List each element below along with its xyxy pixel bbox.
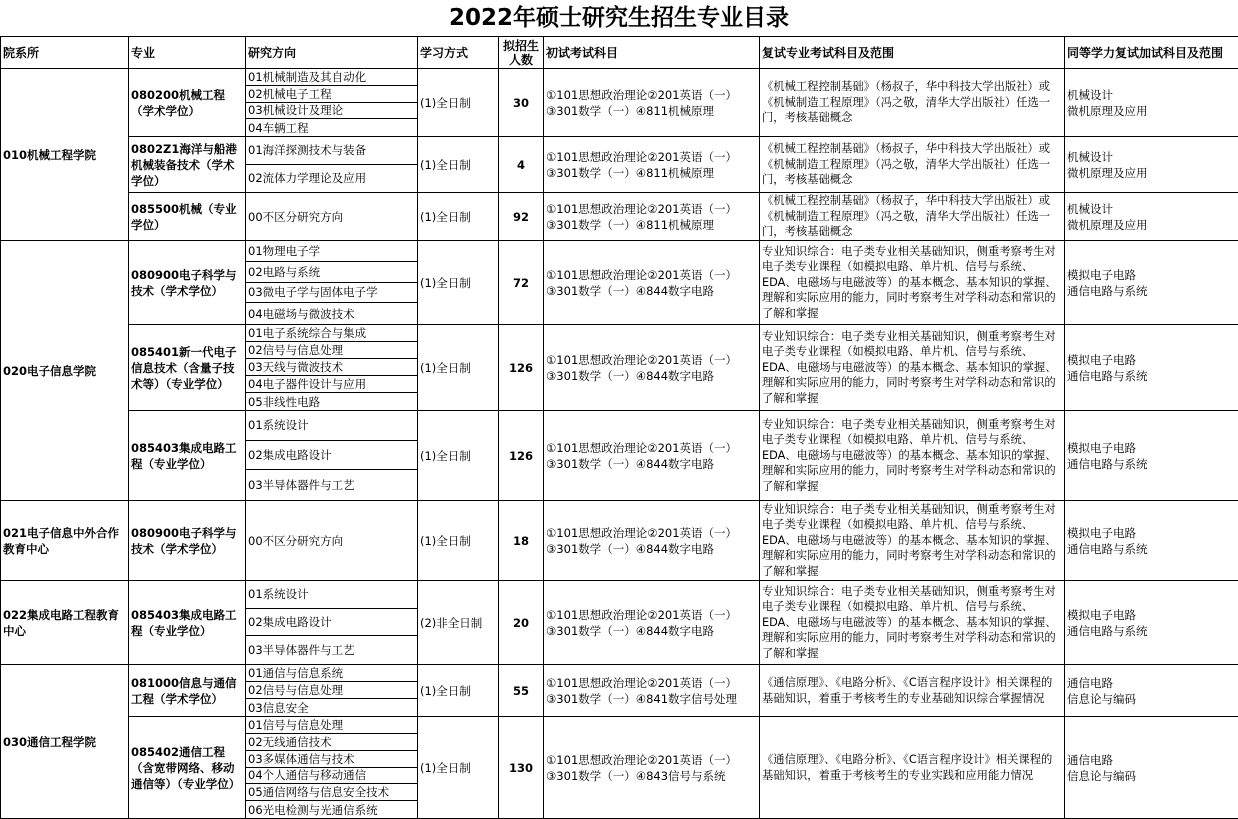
retest-cell: 专业知识综合：电子类专业相关基础知识，侧重考察考生对电子类专业课程（如模拟电路、单片机、信号与系统、EDA、电磁场与电磁波等）的基本概念、基本知识的掌握、理解和实际应用的能力，同时考察考生对学科动态和常识的了解和掌握 <box>760 581 1065 665</box>
direction-item: 01通信与信息系统 <box>246 665 417 682</box>
direction-item: 02流体力学理论及应用 <box>246 165 417 193</box>
extra-cell: 通信电路 信息论与编码 <box>1065 665 1238 717</box>
direction-item: 04电子器件设计与应用 <box>246 376 417 393</box>
direction-cell <box>246 665 418 717</box>
catalog-table <box>0 36 1238 819</box>
direction-item: 03信息安全 <box>246 699 417 716</box>
extra-cell: 机械设计 微机原理及应用 <box>1065 69 1238 137</box>
exam-cell: ①101思想政治理论②201英语（一）③301数学（一）④811机械原理 <box>544 137 760 193</box>
direction-item: 01海洋探测技术与装备 <box>246 137 417 165</box>
quota-cell: 92 <box>499 193 544 241</box>
mode-cell: (1)全日制 <box>418 501 499 581</box>
direction-item: 02集成电路设计 <box>246 609 417 637</box>
page-title: 2022年硕士研究生招生专业目录 <box>0 0 1238 36</box>
exam-cell: ①101思想政治理论②201英语（一）③301数学（一）④811机械原理 <box>544 193 760 241</box>
mode-cell: (1)全日制 <box>418 665 499 717</box>
mode-cell: (1)全日制 <box>418 325 499 411</box>
quota-cell: 18 <box>499 501 544 581</box>
mode-cell: (1)全日制 <box>418 193 499 241</box>
dept-cell: 020电子信息学院 <box>1 241 129 501</box>
major-cell: 085403集成电路工程（专业学位） <box>129 581 246 665</box>
quota-cell: 30 <box>499 69 544 137</box>
direction-item: 03微电子学与固体电子学 <box>246 283 417 304</box>
direction-item: 01系统设计 <box>246 411 417 441</box>
direction-item: 00不区分研究方向 <box>246 501 417 580</box>
quota-cell: 126 <box>499 411 544 501</box>
retest-cell: 《通信原理》、《电路分析》、《C语言程序设计》相关课程的基础知识，着重于考核考生的专业基础知识综合掌握情况 <box>760 665 1065 717</box>
direction-item: 06光电检测与光通信系统 <box>246 801 417 818</box>
table-row <box>1 411 1238 501</box>
direction-cell <box>246 717 418 819</box>
quota-cell: 126 <box>499 325 544 411</box>
dept-cell: 010机械工程学院 <box>1 69 129 241</box>
extra-cell: 模拟电子电路 通信电路与系统 <box>1065 411 1238 501</box>
quota-cell: 4 <box>499 137 544 193</box>
mode-cell: (1)全日制 <box>418 717 499 819</box>
mode-cell: (2)非全日制 <box>418 581 499 665</box>
direction-item: 04车辆工程 <box>246 119 417 136</box>
major-cell: 085402通信工程（含宽带网络、移动通信等）（专业学位） <box>129 717 246 819</box>
table-row <box>1 325 1238 411</box>
direction-item: 02机械电子工程 <box>246 86 417 103</box>
direction-item: 04个人通信与移动通信 <box>246 768 417 785</box>
direction-cell <box>246 193 418 241</box>
exam-cell: ①101思想政治理论②201英语（一）③301数学（一）④844数字电路 <box>544 501 760 581</box>
major-cell: 080900电子科学与技术（学术学位） <box>129 501 246 581</box>
direction-item: 01物理电子学 <box>246 241 417 262</box>
quota-cell: 130 <box>499 717 544 819</box>
header-direction: 研究方向 <box>246 37 418 69</box>
exam-cell: ①101思想政治理论②201英语（一）③301数学（一）④811机械原理 <box>544 69 760 137</box>
direction-item: 01系统设计 <box>246 581 417 609</box>
exam-cell: ①101思想政治理论②201英语（一）③301数学（一）④844数字电路 <box>544 241 760 325</box>
retest-cell: 专业知识综合：电子类专业相关基础知识，侧重考察考生对电子类专业课程（如模拟电路、单片机、信号与系统、EDA、电磁场与电磁波等）的基本概念、基本知识的掌握、理解和实际应用的能力，同时考察考生对学科动态和常识的了解和掌握 <box>760 241 1065 325</box>
header-row <box>1 37 1238 69</box>
major-cell: 081000信息与通信工程（学术学位） <box>129 665 246 717</box>
exam-cell: ①101思想政治理论②201英语（一）③301数学（一）④844数字电路 <box>544 325 760 411</box>
extra-cell: 通信电路 信息论与编码 <box>1065 717 1238 819</box>
direction-item: 02电路与系统 <box>246 262 417 283</box>
extra-cell: 机械设计 微机原理及应用 <box>1065 137 1238 193</box>
direction-item: 01电子系统综合与集成 <box>246 325 417 342</box>
exam-cell: ①101思想政治理论②201英语（一）③301数学（一）④844数字电路 <box>544 411 760 501</box>
quota-cell: 20 <box>499 581 544 665</box>
table-row <box>1 69 1238 137</box>
direction-item: 05通信网络与信息安全技术 <box>246 784 417 801</box>
header-exam: 初试考试科目 <box>544 37 760 69</box>
retest-cell: 《机械工程控制基础》（杨叔子，华中科技大学出版社）或《机械制造工程原理》（冯之敬，清华大学出版社）任选一门，考核基础概念 <box>760 193 1065 241</box>
retest-cell: 《机械工程控制基础》（杨叔子，华中科技大学出版社）或《机械制造工程原理》（冯之敬，清华大学出版社）任选一门，考核基础概念 <box>760 137 1065 193</box>
header-extra: 同等学力复试加试科目及范围 <box>1065 37 1238 69</box>
dept-cell: 030通信工程学院 <box>1 665 129 819</box>
major-cell: 080200机械工程（学术学位） <box>129 69 246 137</box>
quota-cell: 55 <box>499 665 544 717</box>
extra-cell: 机械设计 微机原理及应用 <box>1065 193 1238 241</box>
exam-cell: ①101思想政治理论②201英语（一）③301数学（一）④844数字电路 <box>544 581 760 665</box>
header-retest: 复试专业考试科目及范围 <box>760 37 1065 69</box>
direction-item: 01机械制造及其自动化 <box>246 69 417 86</box>
mode-cell: (1)全日制 <box>418 411 499 501</box>
direction-item: 02信号与信息处理 <box>246 682 417 699</box>
direction-cell <box>246 241 418 325</box>
direction-item: 03半导体器件与工艺 <box>246 636 417 664</box>
table-row <box>1 501 1238 581</box>
major-cell: 085500机械（专业学位） <box>129 193 246 241</box>
retest-cell: 《机械工程控制基础》（杨叔子，华中科技大学出版社）或《机械制造工程原理》（冯之敬，清华大学出版社）任选一门，考核基础概念 <box>760 69 1065 137</box>
retest-cell: 专业知识综合：电子类专业相关基础知识，侧重考察考生对电子类专业课程（如模拟电路、单片机、信号与系统、EDA、电磁场与电磁波等）的基本概念、基本知识的掌握、理解和实际应用的能力，同时考察考生对学科动态和常识的了解和掌握 <box>760 501 1065 581</box>
major-cell: 085401新一代电子信息技术（含量子技术等）（专业学位） <box>129 325 246 411</box>
exam-cell: ①101思想政治理论②201英语（一）③301数学（一）④843信号与系统 <box>544 717 760 819</box>
direction-item: 02集成电路设计 <box>246 441 417 471</box>
retest-cell: 专业知识综合：电子类专业相关基础知识，侧重考察考生对电子类专业课程（如模拟电路、单片机、信号与系统、EDA、电磁场与电磁波等）的基本概念、基本知识的掌握、理解和实际应用的能力，同时考察考生对学科动态和常识的了解和掌握 <box>760 325 1065 411</box>
direction-cell <box>246 581 418 665</box>
major-cell: 0802Z1海洋与船港机械装备技术（学术学位） <box>129 137 246 193</box>
direction-item: 03多媒体通信与技术 <box>246 751 417 768</box>
direction-item: 01信号与信息处理 <box>246 717 417 734</box>
major-cell: 080900电子科学与技术（学术学位） <box>129 241 246 325</box>
table-row <box>1 581 1238 665</box>
table-row <box>1 241 1238 325</box>
retest-cell: 专业知识综合：电子类专业相关基础知识，侧重考察考生对电子类专业课程（如模拟电路、单片机、信号与系统、EDA、电磁场与电磁波等）的基本概念、基本知识的掌握、理解和实际应用的能力，同时考察考生对学科动态和常识的了解和掌握 <box>760 411 1065 501</box>
direction-item: 04电磁场与微波技术 <box>246 303 417 324</box>
exam-cell: ①101思想政治理论②201英语（一）③301数学（一）④841数字信号处理 <box>544 665 760 717</box>
direction-cell <box>246 501 418 581</box>
quota-cell: 72 <box>499 241 544 325</box>
major-cell: 085403集成电路工程（专业学位） <box>129 411 246 501</box>
table-row <box>1 717 1238 819</box>
extra-cell: 模拟电子电路 通信电路与系统 <box>1065 325 1238 411</box>
retest-cell: 《通信原理》、《电路分析》、《C语言程序设计》相关课程的基础知识，着重于考核考生的专业实践和应用能力情况 <box>760 717 1065 819</box>
dept-cell: 022集成电路工程教育中心 <box>1 581 129 665</box>
direction-item: 02无线通信技术 <box>246 734 417 751</box>
header-mode: 学习方式 <box>418 37 499 69</box>
direction-cell <box>246 325 418 411</box>
direction-item: 03半导体器件与工艺 <box>246 470 417 500</box>
header-quota: 拟招生人数 <box>499 37 544 69</box>
direction-cell <box>246 411 418 501</box>
header-dept: 院系所 <box>1 37 129 69</box>
direction-item: 00不区分研究方向 <box>246 193 417 240</box>
table-row <box>1 665 1238 717</box>
mode-cell: (1)全日制 <box>418 241 499 325</box>
mode-cell: (1)全日制 <box>418 137 499 193</box>
table-row <box>1 137 1238 193</box>
mode-cell: (1)全日制 <box>418 69 499 137</box>
extra-cell: 模拟电子电路 通信电路与系统 <box>1065 581 1238 665</box>
extra-cell: 模拟电子电路 通信电路与系统 <box>1065 241 1238 325</box>
direction-item: 02信号与信息处理 <box>246 342 417 359</box>
extra-cell: 模拟电子电路 通信电路与系统 <box>1065 501 1238 581</box>
direction-cell <box>246 69 418 137</box>
direction-item: 03机械设计及理论 <box>246 103 417 120</box>
direction-item: 03天线与微波技术 <box>246 359 417 376</box>
direction-cell <box>246 137 418 193</box>
dept-cell: 021电子信息中外合作教育中心 <box>1 501 129 581</box>
direction-item: 05非线性电路 <box>246 393 417 410</box>
table-row <box>1 193 1238 241</box>
header-major: 专业 <box>129 37 246 69</box>
